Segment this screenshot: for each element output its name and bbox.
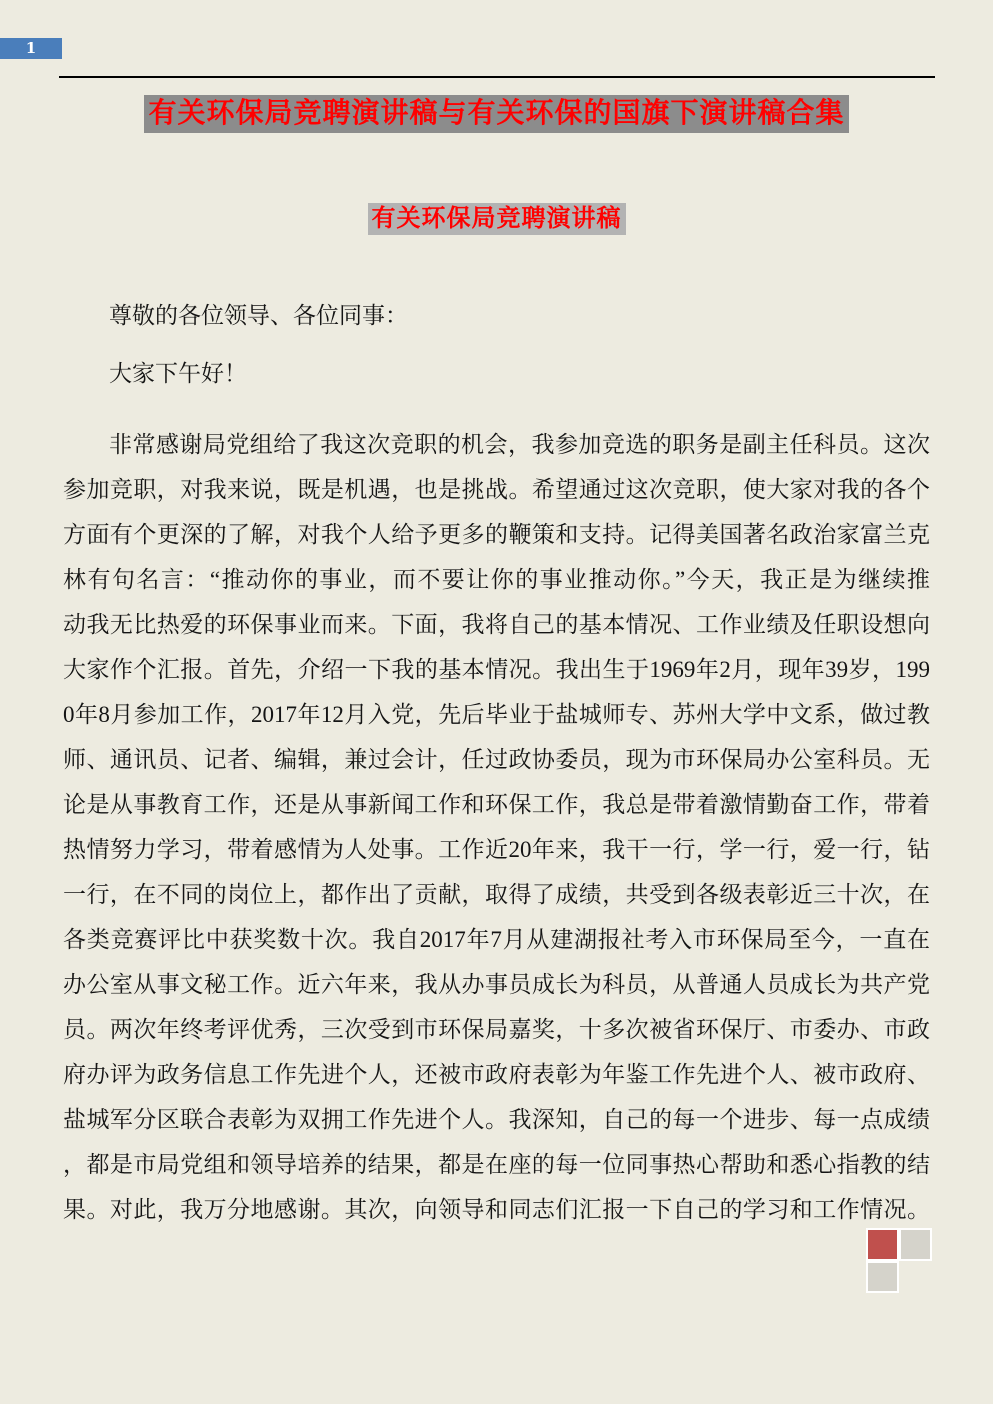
paragraph-line: 盐城军分区联合表彰为双拥工作先进个人。我深知，自己的每一个进步、每一点成绩	[63, 1107, 930, 1132]
paragraph-line: 师、通讯员、记者、编辑，兼过会计，任过政协委员，现为市环保局办公室科员。无	[63, 747, 930, 772]
page-number-badge: 1	[0, 38, 62, 59]
decoration-square-red	[868, 1230, 897, 1259]
paragraph-line: 一行，在不同的岗位上，都作出了贡献，取得了成绩，共受到各级表彰近三十次，在	[63, 882, 930, 907]
paragraph-line: 0年8月参加工作，2017年12月入党，先后毕业于盐城师专、苏州大学中文系，做过教	[63, 702, 930, 727]
header-rule	[59, 76, 935, 78]
paragraph-line: 各类竞赛评比中获奖数十次。我自2017年7月从建湖报社考入市环保局至今，一直在	[63, 927, 930, 952]
section-title-row	[0, 203, 993, 235]
paragraph-line: 林有句名言：“推动你的事业，而不要让你的事业推动你。”今天，我正是为继续推	[63, 567, 930, 592]
paragraph-line: 府办评为政务信息工作先进个人，还被市政府表彰为年鉴工作先进个人、被市政府、	[63, 1062, 930, 1087]
paragraph-line: 大家作个汇报。首先，介绍一下我的基本情况。我出生于1969年2月，现年39岁，199	[63, 657, 931, 682]
document-title-row	[0, 95, 993, 133]
paragraph-line: 动我无比热爱的环保事业而来。下面，我将自己的基本情况、工作业绩及任职设想向	[63, 612, 930, 637]
paragraph-line: 办公室从事文秘工作。近六年来，我从办事员成长为科员，从普通人员成长为共产党	[63, 972, 930, 997]
decoration-square-gray-top-right	[901, 1230, 930, 1259]
paragraph-line: 非常感谢局党组给了我这次竞职的机会，我参加竞选的职务是副主任科员。这次	[109, 432, 930, 457]
paragraph-line: 热情努力学习，带着感情为人处事。工作近20年来，我干一行，学一行，爱一行，钻	[63, 837, 930, 862]
paragraph-line: 果。对此，我万分地感谢。其次，向领导和同志们汇报一下自己的学习和工作情况。	[63, 1197, 930, 1222]
paragraph-line: 参加竞职，对我来说，既是机遇，也是挑战。希望通过这次竞职，使大家对我的各个	[63, 477, 930, 502]
section-title: 有关环保局竞聘演讲稿	[368, 203, 626, 235]
decoration-square-gray-bottom-left	[868, 1263, 897, 1291]
speech-paragraph	[63, 422, 930, 1232]
salutation-line: 尊敬的各位领导、各位同事：	[109, 303, 408, 328]
paragraph-line: 论是从事教育工作，还是从事新闻工作和环保工作，我总是带着激情勤奋工作，带着	[63, 792, 930, 817]
paragraph-line: 员。两次年终考评优秀，三次受到市环保局嘉奖，十多次被省环保厅、市委办、市政	[63, 1017, 930, 1042]
document-title: 有关环保局竞聘演讲稿与有关环保的国旗下演讲稿合集	[144, 95, 848, 133]
paragraph-line: ，都是市局党组和领导培养的结果，都是在座的每一位同事热心帮助和悉心指教的结	[63, 1152, 930, 1177]
greeting-line: 大家下午好！	[109, 361, 247, 386]
document-body	[63, 293, 930, 1232]
paragraph-line: 方面有个更深的了解，对我个人给予更多的鞭策和支持。记得美国著名政治家富兰克	[63, 522, 930, 547]
